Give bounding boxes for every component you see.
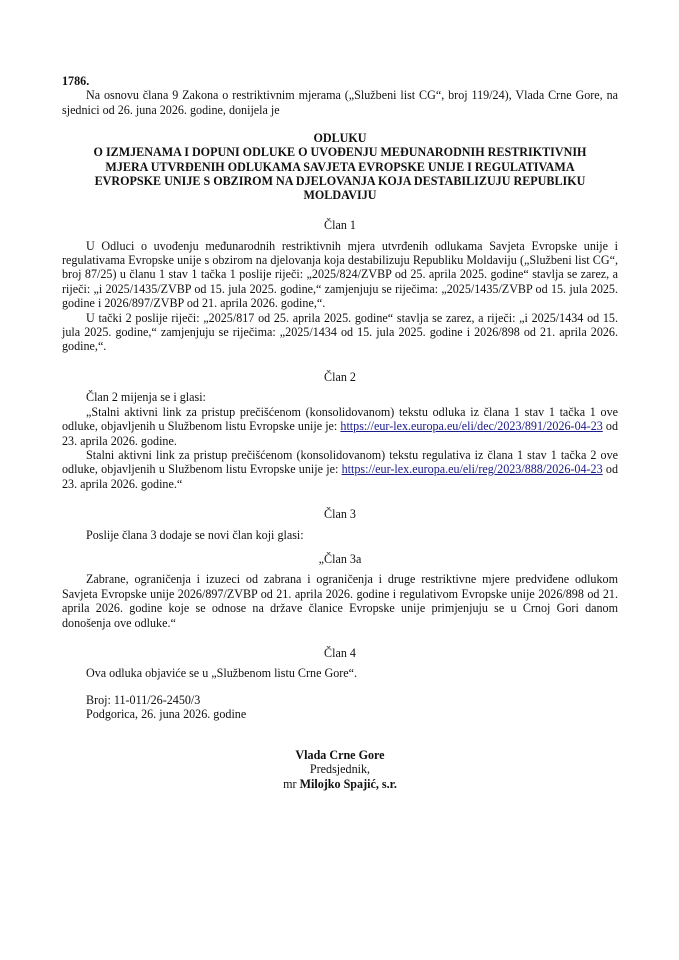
article-3a-paragraph: Zabrane, ograničenja i izuzeci od zabrana i ograničenja i druge restriktivne mjere predviđene odlukom Savjeta Evropske unije 2026/897/ZVBP od 21. aprila 2026. godine i regulativom Evropske unije 2026/898 od 21. aprila 2026. godine koje se odnose na države članice Evropske unije primjenjuju se u Crnoj Gori danom donošenja ove odluke.“ bbox=[62, 572, 618, 630]
reference-number: Broj: 11-011/26-2450/3 bbox=[86, 692, 201, 707]
intro-paragraph: Na osnovu člana 9 Zakona o restriktivnim mjerama („Službeni list CG“, broj 119/24), Vlada Crne Gore, na sjednici od 26. juna 2026. godine, donijela je bbox=[62, 88, 618, 117]
article-2-paragraph-2-text: „Stalni aktivni link za pristup prečišćenom (konsolidovanom) tekstu odluka iz člana 1 stav 1 tačka 1 ove odluke, objavljenih u Službenom listu Evropske unije je: bbox=[62, 404, 618, 434]
article-1-paragraph-1: U Odluci o uvođenju međunarodnih restriktivnih mjera utvrđenih odlukama Savjeta Evropske unije i regulativama Evropske unije s obzirom na djelovanja koja destabilizuju Republiku Moldaviju („Službeni list CG“, broj 87/25) u članu 1 stav 1 tačka 1 poslije riječi: „2025/824/ZVBP od 25. aprila 2025. godine“ stavlja se zarez, a riječi: „i 2025/1435/ZVBP od 15. jula 2025. godine,“ zamjenjuju se riječima: „2025/1435/ZVBP od 15. jula 2025. godine i 2026/897/ZVBP od 21. aprila 2026. godine,“. bbox=[62, 238, 618, 311]
document-title: ODLUKU bbox=[313, 131, 367, 146]
document-subtitle: O IZMJENAMA I DOPUNI ODLUKE O UVOĐENJU MEĐUNARODNIH RESTRIKTIVNIH MJERA UTVRĐENIH ODLUKAMA SAVJETA EVROPSKE UNIJE I REGULATIVAMA EVROPSKE UNIJE S OBZIROM NA DJELOVANJA KOJA DESTABILIZUJU REPUBLIKU MOLDAVIJU bbox=[93, 145, 587, 203]
document-heading bbox=[62, 131, 618, 202]
article-4-label: Član 4 bbox=[324, 645, 356, 660]
document-page bbox=[62, 74, 618, 791]
place-and-date: Podgorica, 26. juna 2026. godine bbox=[86, 707, 247, 722]
signature-role: Predsjednik, bbox=[309, 762, 371, 777]
article-3-label: Član 3 bbox=[324, 507, 356, 522]
article-2-paragraph-3-tail: od 23. aprila 2026. godine.“ bbox=[62, 462, 618, 491]
article-2-paragraph-1: Član 2 mijenja se i glasi: bbox=[86, 390, 206, 405]
signature-name: Milojko Spajić, s.r. bbox=[299, 776, 397, 791]
article-2-label: Član 2 bbox=[324, 369, 356, 384]
article-1-label: Član 1 bbox=[324, 218, 356, 233]
article-1-paragraph-2: U tački 2 poslije riječi: „2025/817 od 25. aprila 2025. godine“ stavlja se zarez, a riječi: „i 2025/1434 od 15. jula 2025. godine,“ zamjenjuju se riječima: „2025/1434 od 15. jula 2025. godine i 2026/898 od 21. aprila 2026. godine,“. bbox=[62, 310, 618, 354]
eurlex-decision-link[interactable]: https://eur-lex.europa.eu/eli/dec/2023/891/2026-04-23 bbox=[340, 419, 603, 434]
eurlex-regulation-link[interactable]: https://eur-lex.europa.eu/eli/reg/2023/888/2026-04-23 bbox=[341, 462, 603, 477]
signature-organization: Vlada Crne Gore bbox=[295, 747, 385, 762]
article-2-paragraph-3-text: Stalni aktivni link za pristup prečišćenom (konsolidovanom) tekstu regulativa iz člana 1 stav 1 tačka 2 ove odluke, objavljenih u Službenom listu Evropske unije je: bbox=[62, 447, 618, 477]
article-2-paragraph-2 bbox=[62, 405, 618, 448]
article-3-paragraph-1: Poslije člana 3 dodaje se novi član koji glasi: bbox=[86, 527, 304, 542]
document-number: 1786. bbox=[62, 74, 90, 88]
article-4-paragraph: Ova odluka objaviće se u „Službenom listu Crne Gore“. bbox=[86, 666, 358, 681]
article-2-paragraph-3 bbox=[62, 448, 618, 491]
signature-block bbox=[62, 748, 618, 792]
signature-prefix: mr bbox=[283, 776, 297, 791]
article-2-paragraph-2-tail: od 23. aprila 2026. godine. bbox=[62, 419, 618, 448]
article-3a-label: „Član 3a bbox=[318, 551, 362, 566]
signature-name-line bbox=[62, 777, 618, 792]
